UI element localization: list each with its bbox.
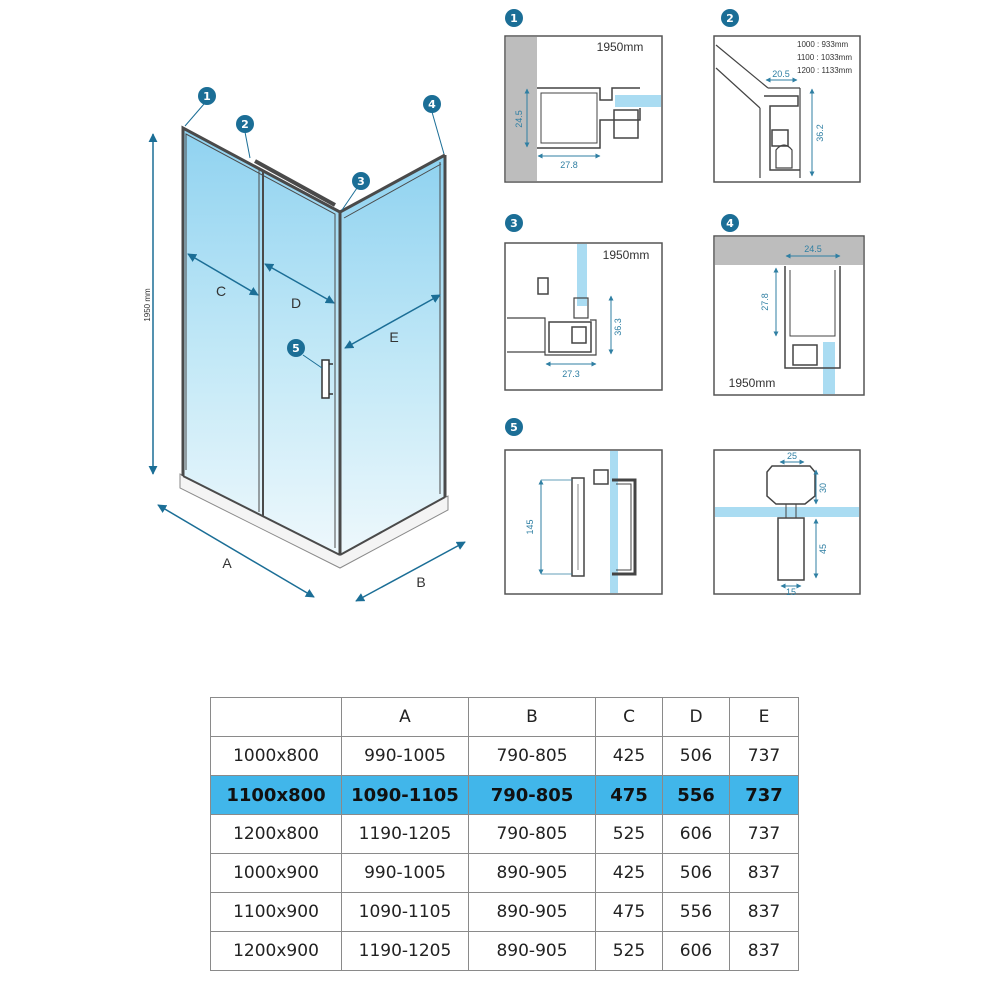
- detail-2-size-1200: 1200 : 1133mm: [797, 66, 852, 75]
- table-header-cell: D: [663, 698, 730, 737]
- table-cell: 837: [730, 932, 799, 971]
- detail-1-dim-vertical: 24.5: [514, 110, 524, 128]
- svg-text:3: 3: [357, 175, 365, 188]
- table-header-cell: [211, 698, 342, 737]
- table-cell: 837: [730, 854, 799, 893]
- marker-5: [287, 339, 305, 357]
- table-cell: 737: [730, 737, 799, 776]
- detail-1-dim-horizontal: 27.8: [560, 160, 578, 170]
- detail-6-dim-upper: 30: [818, 482, 828, 494]
- table-cell: 525: [596, 932, 663, 971]
- table-cell: 1090-1105: [342, 776, 469, 815]
- label-c: C: [215, 283, 227, 299]
- table-row: [211, 932, 799, 971]
- table-cell: 837: [730, 893, 799, 932]
- detail-1-marker: [505, 9, 523, 27]
- detail-2-size-1100: 1100 : 1033mm: [797, 53, 852, 62]
- detail-1: [505, 9, 662, 182]
- detail-4-dim-top: 24.5: [804, 244, 822, 254]
- detail-2: [714, 9, 860, 182]
- table-cell: 475: [596, 893, 663, 932]
- table-cell: 1000x800: [211, 737, 342, 776]
- detail-3-height: 1950mm: [602, 248, 650, 262]
- table-cell: 1190-1205: [342, 932, 469, 971]
- svg-text:5: 5: [292, 342, 300, 355]
- table-cell: 475: [596, 776, 663, 815]
- table-row: [211, 815, 799, 854]
- detail-1-height: 1950mm: [596, 40, 644, 54]
- table-cell: 525: [596, 815, 663, 854]
- table-cell: 890-905: [469, 893, 596, 932]
- table-cell: 1200x800: [211, 815, 342, 854]
- svg-text:3: 3: [510, 217, 518, 230]
- table-cell: 606: [663, 932, 730, 971]
- marker-1: [198, 87, 216, 105]
- side-glass: [340, 155, 445, 555]
- detail-6-dim-bottom: 15: [785, 587, 797, 597]
- label-d: D: [290, 295, 302, 311]
- detail-6-dim-lower: 45: [818, 543, 828, 555]
- table-cell: 990-1005: [342, 854, 469, 893]
- svg-text:2: 2: [241, 118, 249, 131]
- table-header-cell: B: [469, 698, 596, 737]
- detail-3-dim-bottom: 27.3: [562, 369, 580, 379]
- table-cell: 1200x900: [211, 932, 342, 971]
- detail-2-marker: [721, 9, 739, 27]
- table-header-row: [211, 698, 799, 737]
- table-cell: 556: [663, 776, 730, 815]
- detail-2-dim-side: 36.2: [815, 124, 825, 142]
- table-cell: 990-1005: [342, 737, 469, 776]
- table-cell: 737: [730, 815, 799, 854]
- table-row: [211, 893, 799, 932]
- marker-2: [236, 115, 254, 133]
- table-cell: 737: [730, 776, 799, 815]
- svg-text:2: 2: [726, 12, 734, 25]
- table-cell: 506: [663, 737, 730, 776]
- marker-3: [352, 172, 370, 190]
- table-cell: 425: [596, 854, 663, 893]
- detail-3: [505, 214, 662, 390]
- detail-2-dim-top: 20.5: [772, 69, 790, 79]
- table-cell: 556: [663, 893, 730, 932]
- svg-text:4: 4: [726, 217, 734, 230]
- table-cell: 790-805: [469, 737, 596, 776]
- svg-text:5: 5: [510, 421, 518, 434]
- table-header-cell: E: [730, 698, 799, 737]
- table-cell: 1090-1105: [342, 893, 469, 932]
- detail-4-marker: [721, 214, 739, 232]
- table-cell: 606: [663, 815, 730, 854]
- table-row: [211, 854, 799, 893]
- table-header-cell: C: [596, 698, 663, 737]
- table-cell: 1000x900: [211, 854, 342, 893]
- detail-4-dim-side: 27.8: [760, 293, 770, 311]
- table-cell: 506: [663, 854, 730, 893]
- detail-5-marker: [505, 418, 523, 436]
- table-cell: 425: [596, 737, 663, 776]
- svg-text:1: 1: [203, 90, 211, 103]
- table-cell: 890-905: [469, 854, 596, 893]
- svg-text:4: 4: [428, 98, 436, 111]
- table-cell: 790-805: [469, 815, 596, 854]
- label-e: E: [389, 329, 399, 345]
- table-cell: 790-805: [469, 776, 596, 815]
- table-row: [211, 737, 799, 776]
- table-cell: 1190-1205: [342, 815, 469, 854]
- detail-3-dim-side: 36.3: [613, 318, 623, 336]
- table-row-highlighted: [211, 776, 799, 815]
- size-table: [210, 697, 799, 971]
- height-label: 1950 mm: [143, 288, 152, 322]
- svg-text:1: 1: [510, 12, 518, 25]
- table-cell: 1100x800: [211, 776, 342, 815]
- detail-4-height: 1950mm: [728, 376, 776, 390]
- marker-4: [423, 95, 441, 113]
- detail-6: [714, 450, 860, 597]
- detail-5-dim-handle: 145: [525, 519, 535, 535]
- label-b: B: [416, 574, 426, 590]
- detail-2-size-1000: 1000 : 933mm: [797, 40, 849, 49]
- shower-enclosure: [143, 87, 465, 601]
- table-header-cell: A: [342, 698, 469, 737]
- label-a: A: [222, 555, 232, 571]
- table-cell: 890-905: [469, 932, 596, 971]
- detail-6-dim-top: 25: [786, 451, 798, 461]
- detail-4: [714, 214, 864, 395]
- table-cell: 1100x900: [211, 893, 342, 932]
- detail-3-marker: [505, 214, 523, 232]
- detail-5: [505, 418, 662, 594]
